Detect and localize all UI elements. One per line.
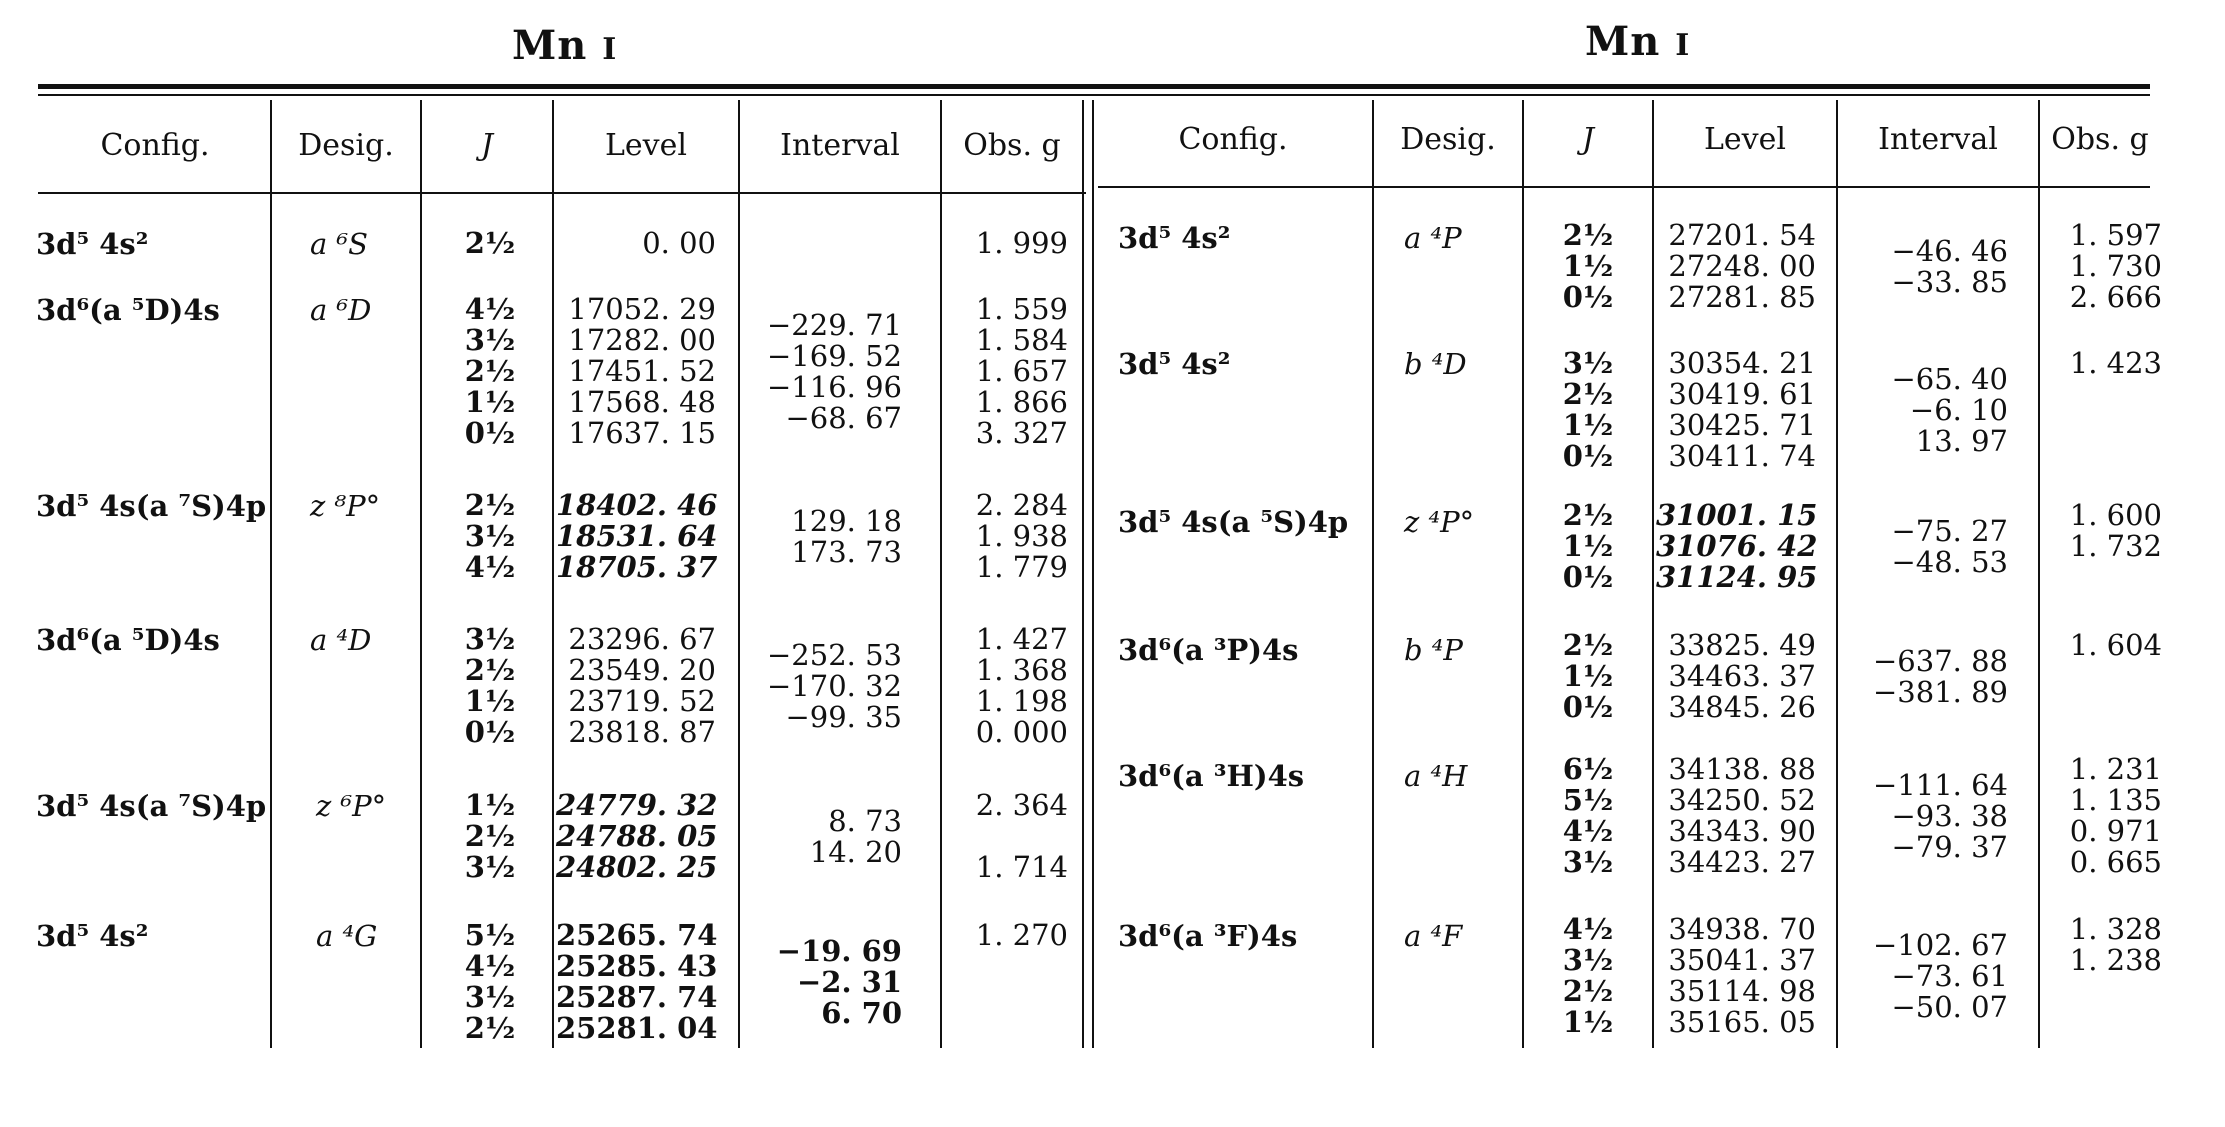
header-interval: Interval xyxy=(780,128,900,163)
j-values: 5½ 4½ 3½ 2½ xyxy=(464,918,516,1045)
level-values: 0. 00 xyxy=(642,226,716,260)
term-designation: a ⁴H xyxy=(1404,759,1468,793)
term-designation: a ⁴D xyxy=(310,623,372,657)
j-values: 4½ 3½ 2½ 1½ xyxy=(1562,912,1614,1039)
top-rule-thin xyxy=(38,94,2150,96)
term-config: 3d⁵ 4s(a ⁷S)4p xyxy=(36,489,267,523)
term-config: 3d⁵ 4s(a ⁷S)4p xyxy=(36,789,267,823)
j-values: 2½ 1½ 0½ xyxy=(1562,628,1614,724)
col-divider xyxy=(940,100,942,1048)
header-desig: Desig. xyxy=(298,128,394,163)
col-divider xyxy=(552,100,554,1048)
term-config: 3d⁵ 4s² xyxy=(36,919,149,953)
g-values: 1. 423 xyxy=(2069,346,2162,380)
term-designation: z ⁴P° xyxy=(1404,505,1475,539)
level-values: 34138. 88 34250. 52 34343. 90 34423. 27 xyxy=(1668,752,1816,879)
j-values: 2½ 1½ 0½ xyxy=(1562,498,1614,594)
j-values: 1½ 2½ 3½ xyxy=(464,788,516,884)
col-divider xyxy=(1836,100,1838,1048)
term-designation: z ⁸P° xyxy=(310,489,381,523)
term-config: 3d⁶(a ⁵D)4s xyxy=(36,293,220,327)
level-values: 33825. 49 34463. 37 34845. 26 xyxy=(1668,628,1816,724)
right-title-ion: I xyxy=(1675,28,1691,63)
j-values: 2½ 1½ 0½ xyxy=(1562,218,1614,314)
j-values: 2½ xyxy=(464,226,516,260)
interval-values: −19. 69 −2. 31 6. 70 xyxy=(776,934,902,1030)
level-values: 25265. 74 25285. 43 25287. 74 25281. 04 xyxy=(556,918,718,1045)
left-table-title xyxy=(512,22,617,69)
col-divider xyxy=(1372,100,1374,1048)
term-designation: a ⁴G xyxy=(316,919,378,953)
header-j: J xyxy=(480,128,494,163)
left-title-element: Mn xyxy=(512,22,588,69)
interval-values: −111. 64 −93. 38 −79. 37 xyxy=(1873,768,2008,864)
level-values: 17052. 29 17282. 00 17451. 52 17568. 48 17637. 15 xyxy=(568,292,716,450)
col-divider xyxy=(2038,100,2040,1048)
g-values: 1. 328 1. 238 xyxy=(2069,912,2162,977)
header-rule-right xyxy=(1098,186,2150,188)
g-values: 1. 427 1. 368 1. 198 0. 000 xyxy=(975,622,1068,749)
term-config: 3d⁶(a ³F)4s xyxy=(1118,919,1298,953)
term-designation: a ⁴P xyxy=(1404,221,1462,255)
level-values: 31001. 15 31076. 42 31124. 95 xyxy=(1656,498,1818,594)
col-divider xyxy=(738,100,740,1048)
term-designation: a ⁶D xyxy=(310,293,372,327)
j-values: 3½ 2½ 1½ 0½ xyxy=(1562,346,1614,473)
interval-values: −46. 46 −33. 85 xyxy=(1891,234,2008,299)
term-config: 3d⁵ 4s² xyxy=(1118,221,1231,255)
header-obs-g: Obs. g xyxy=(2051,122,2149,157)
interval-values: −65. 40 −6. 10 13. 97 xyxy=(1891,362,2008,458)
g-values: 2. 284 1. 938 1. 779 xyxy=(975,488,1068,584)
term-designation: a ⁴F xyxy=(1404,919,1463,953)
g-values: 1. 600 1. 732 xyxy=(2069,498,2162,563)
col-divider xyxy=(270,100,272,1048)
header-level: Level xyxy=(1704,122,1786,157)
header-interval: Interval xyxy=(1878,122,1998,157)
term-config: 3d⁵ 4s² xyxy=(1118,347,1231,381)
col-divider xyxy=(1522,100,1524,1048)
g-values: 1. 604 xyxy=(2069,628,2162,662)
level-values: 24779. 32 24788. 05 24802. 25 xyxy=(556,788,718,884)
interval-values: −229. 71 −169. 52 −116. 96 −68. 67 xyxy=(767,308,902,435)
level-values: 27201. 54 27248. 00 27281. 85 xyxy=(1668,218,1816,314)
interval-values: −637. 88 −381. 89 xyxy=(1873,644,2008,709)
level-values: 34938. 70 35041. 37 35114. 98 35165. 05 xyxy=(1668,912,1816,1039)
header-j: J xyxy=(1581,122,1595,157)
col-divider xyxy=(1652,100,1654,1048)
j-values: 3½ 2½ 1½ 0½ xyxy=(464,622,516,749)
term-config: 3d⁶(a ³P)4s xyxy=(1118,633,1299,667)
g-values: 1. 231 1. 135 0. 971 0. 665 xyxy=(2069,752,2162,879)
level-values: 18402. 46 18531. 64 18705. 37 xyxy=(556,488,718,584)
term-designation: b ⁴P xyxy=(1404,633,1463,667)
header-level: Level xyxy=(605,128,687,163)
j-values: 4½ 3½ 2½ 1½ 0½ xyxy=(464,292,516,450)
table-separator xyxy=(1092,100,1094,1048)
col-divider xyxy=(1082,100,1084,1048)
interval-values: −75. 27 −48. 53 xyxy=(1891,514,2008,579)
term-config: 3d⁶(a ⁵D)4s xyxy=(36,623,220,657)
level-values: 30354. 21 30419. 61 30425. 71 30411. 74 xyxy=(1668,346,1816,473)
g-values: 1. 270 xyxy=(975,918,1068,952)
interval-values: −252. 53 −170. 32 −99. 35 xyxy=(767,638,902,734)
g-values: 1. 559 1. 584 1. 657 1. 866 3. 327 xyxy=(975,292,1068,450)
term-config: 3d⁵ 4s² xyxy=(36,227,149,261)
g-values: 1. 999 xyxy=(975,226,1068,260)
j-values: 2½ 3½ 4½ xyxy=(464,488,516,584)
right-table-title xyxy=(1585,18,1690,65)
term-config: 3d⁶(a ³H)4s xyxy=(1118,759,1305,793)
interval-values: 129. 18 173. 73 xyxy=(791,504,902,569)
col-divider xyxy=(420,100,422,1048)
term-designation: z ⁶P° xyxy=(316,789,387,823)
header-config: Config. xyxy=(1178,122,1288,157)
interval-values: −102. 67 −73. 61 −50. 07 xyxy=(1873,928,2008,1024)
top-rule-thick xyxy=(38,84,2150,89)
term-config: 3d⁵ 4s(a ⁵S)4p xyxy=(1118,505,1349,539)
header-obs-g: Obs. g xyxy=(963,128,1061,163)
term-designation: b ⁴D xyxy=(1404,347,1467,381)
j-values: 6½ 5½ 4½ 3½ xyxy=(1562,752,1614,879)
interval-values: 8. 73 14. 20 xyxy=(809,804,902,869)
left-title-ion: I xyxy=(602,32,618,67)
level-values: 23296. 67 23549. 20 23719. 52 23818. 87 xyxy=(568,622,716,749)
right-title-element: Mn xyxy=(1585,18,1661,65)
term-designation: a ⁶S xyxy=(310,227,368,261)
g-values: 2. 364 1. 714 xyxy=(975,788,1068,884)
header-rule-left xyxy=(38,192,1086,194)
g-values: 1. 597 1. 730 2. 666 xyxy=(2069,218,2162,314)
header-desig: Desig. xyxy=(1400,122,1496,157)
header-config: Config. xyxy=(100,128,210,163)
